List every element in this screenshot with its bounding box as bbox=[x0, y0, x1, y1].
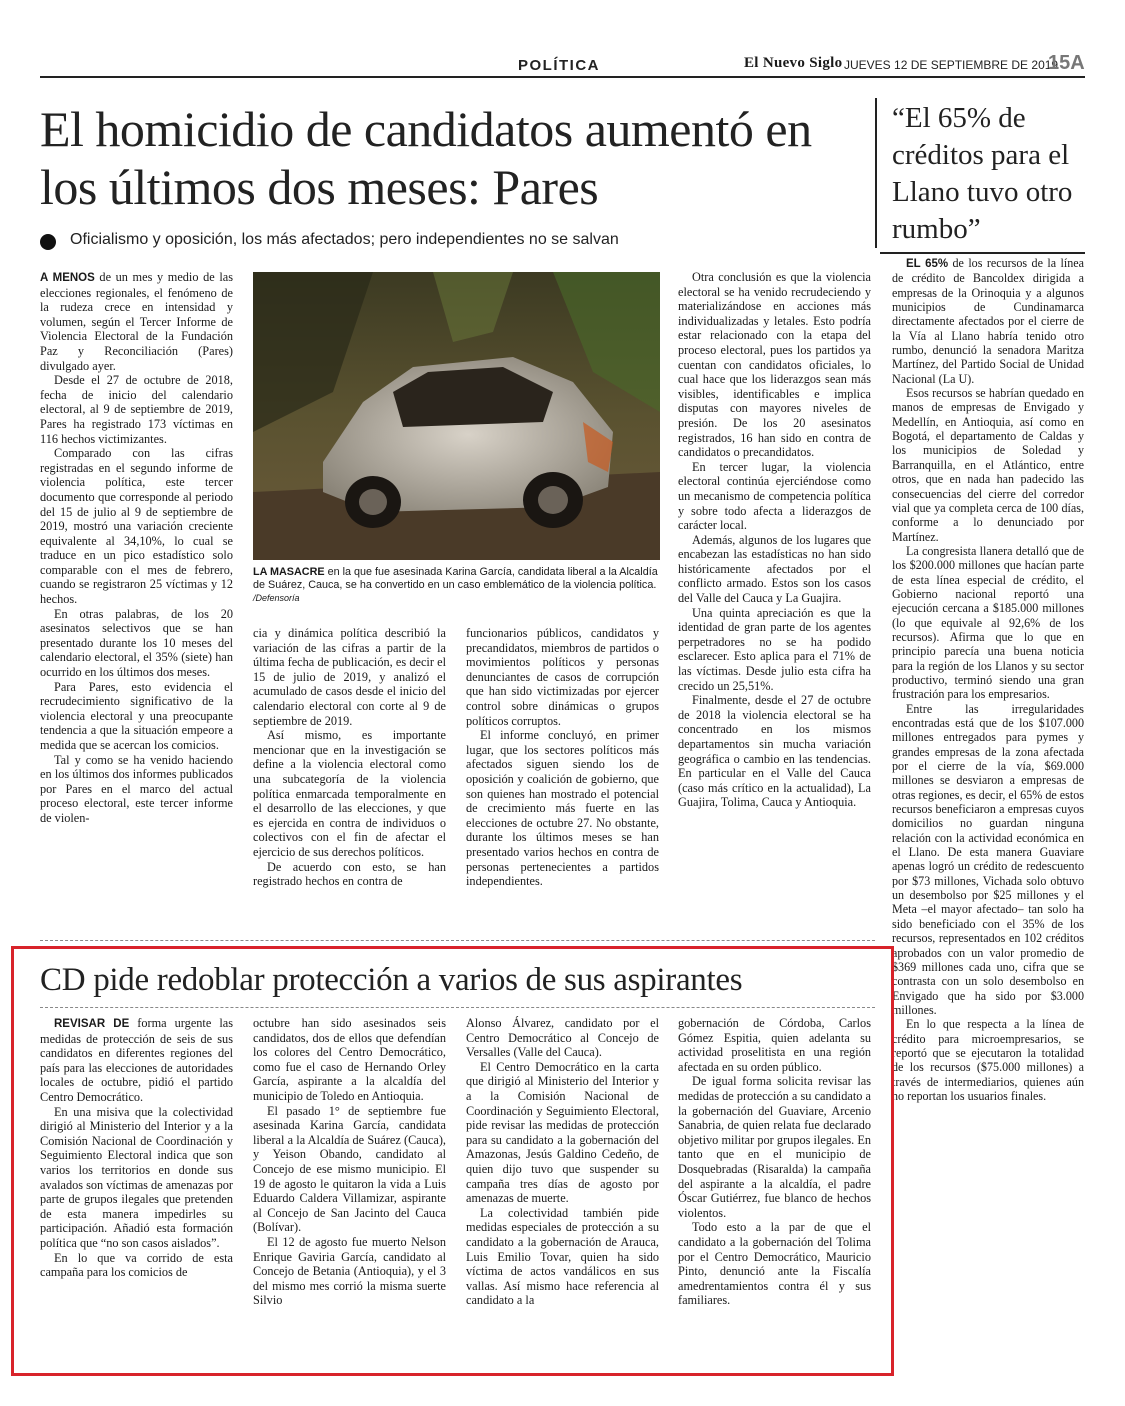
separator-rule bbox=[40, 940, 875, 941]
side-headline-rule bbox=[880, 252, 1085, 254]
box-headline-rule bbox=[40, 1007, 875, 1008]
paragraph: Alonso Álvarez, candidato por el Centro Democrático al Concejo de Versalles (Valle del Cauca). bbox=[466, 1016, 659, 1060]
main-subhead: Oficialismo y oposición, los más afectados; pero independientes no se salvan bbox=[70, 231, 619, 248]
main-column-2 bbox=[253, 626, 446, 889]
paragraph: Esos recursos se habrían quedado en manos de empresas de Envigado y Medellín, en Antioquia, así como en Bogotá, el departamento de Caldas y los municipios de Soledad y Barranquilla, en el Atlántico, entre otros, que en nada han padecido las consecuencias del cierre del corredor vial que ya completa cerca de 100 días, conforme a lo denunciado por Martínez. bbox=[892, 386, 1084, 544]
paragraph: Además, algunos de los lugares que encabezan las estadísticas no han sido históricamente afectados por el conflicto armado. Estos son los casos del Valle del Cauca y La Guajira. bbox=[678, 532, 871, 606]
main-headline: El homicidio de candidatos aumentó en los últimos dos meses: Pares bbox=[40, 101, 812, 215]
lead-in: REVISAR DE bbox=[54, 1018, 130, 1030]
burned-car-photo bbox=[253, 272, 660, 560]
main-column-4 bbox=[678, 270, 871, 810]
paragraph: El 12 de agosto fue muerto Nelson Enrique Gaviria García, candidato al Concejo de Betania (Antioquia), y el 3 del mismo mes corrió la misma suerte Silvio bbox=[253, 1234, 446, 1308]
lead-in: EL 65% bbox=[906, 258, 949, 270]
box-headline: CD pide redoblar protección a varios de sus aspirantes bbox=[40, 962, 743, 998]
paragraph: cia y dinámica política describió la variación de las cifras a partir de la última fecha de publicación, es decir el 15 de julio de 2019, y analizó el acumulado de casos desde el inicio del calendario electoral con corte al 9 de septiembre de 2019. bbox=[253, 626, 446, 728]
paragraph: El Centro Democrático en la carta que dirigió al Ministerio del Interior y a la Comisión Nacional de Coordinación y Seguimiento Electoral, pide revisar las medidas de protección para su candidato a la gobernación del Amazonas, Jesús Galdino Cedeño, de quien dijo tuvo que suspender su campaña tres días de agosto por amenazas de muerte. bbox=[466, 1059, 659, 1206]
side-divider bbox=[875, 98, 877, 248]
masthead-rule bbox=[40, 76, 1085, 78]
paragraph: Una quinta apreciación es que la identidad de gran parte de los agentes perpetradores no se ha podido esclarecer. Esto aplica para el 71% de las víctimas. Desde julio esta cifra ha crecido un 25,51%. bbox=[678, 605, 871, 693]
paragraph: La colectividad también pide medidas especiales de protección a su candidato a la gobernación de Arauca, Luis Emilio Tovar, quien ha sido víctima de actos vandálicos en sus vallas. Así mismo hace referencia al candidato a la bbox=[466, 1205, 659, 1308]
paragraph: En lo que respecta a la línea de crédito para microempresarios, se reportó que se ejecutaron la totalidad de los recursos ($75.000 millones) a través de intermediarios, quienes aún no reportan los usuarios finales. bbox=[892, 1017, 1084, 1103]
paragraph: Desde el 27 de octubre de 2018, fecha de inicio del calendario electoral, al 9 de septiembre de 2019, Pares ha registrado 173 víctimas en 116 hechos victimizantes. bbox=[40, 373, 233, 446]
paragraph: Así mismo, es importante mencionar que en la investigación se define a la violencia electoral como una subcategoría de la violencia política enmarcada temporalmente en el desarrollo de las elecciones, y que es ejercida en contra de individuos o colectivos con el fin de afectar el ejercicio de sus derechos políticos. bbox=[253, 728, 446, 859]
caption-lead: LA MASACRE bbox=[253, 566, 325, 578]
newspaper-name: El Nuevo Siglo bbox=[744, 55, 843, 71]
paragraph: En lo que va corrido de esta campaña para los comicios de bbox=[40, 1250, 233, 1280]
paragraph: funcionarios públicos, candidatos y precandidatos, miembros de partidos o movimientos políticos y personas denunciantes de casos de corrupción que han sido victimizadas por ejercer control sobre dinámicas o grupos políticos corruptos. bbox=[466, 626, 659, 728]
side-column bbox=[892, 256, 1084, 1103]
paragraph: Para Pares, esto evidencia el recrudecimiento significativo de la violencia electoral y una preocupante tendencia a que la situación empeore a medida que se acercan los comicios. bbox=[40, 679, 233, 752]
paragraph: El pasado 1° de septiembre fue asesinada Karina García, candidata liberal a la Alcaldía de Suárez (Cauca), y Yeison Obando, candidato al Concejo de ese mismo municipio. El 19 de agosto le quitaron la vida a Luis Eduardo Caldera Villamizar, aspirante al Concejo de San Jacinto del Cauca (Bolívar). bbox=[253, 1103, 446, 1235]
paragraph: Entre las irregularidades encontradas está que de los $107.000 millones entregados para pymes y grandes empresas de la zona afectada por el cierre de la vía, $69.000 millones se desviaron a empresas de otras regiones, es decir, el 65% de estos recursos beneficiaron a empresas cuyos domicilios no guardan ninguna relación con la actividad económica en el Llano. De esta manera Guaviare apenas logró un crédito de redescuento por $73 millones, Vichada solo obtuvo un desembolso por $25 millones y el Meta –el mayor afectado– tan solo ha sido beneficiado con el 35% de los recursos, representados en 102 créditos aprobados con un valor promedio de $369 millones cada uno, cifra que se contrasta con un solo desembolso en Envigado que ha sido por $3.000 millones. bbox=[892, 701, 1084, 1017]
paragraph: El informe concluyó, en primer lugar, que los sectores políticos más afectados siguen siendo los de oposición y coalición de gobierno, que son quienes han mostrado el potencial de crecimiento más fuerte en las elecciones de octubre 27. No obstante, durante los últimos meses se han presentado varios hechos en contra de personas pertenecientes a partidos independientes. bbox=[466, 728, 659, 889]
box-column-3 bbox=[466, 1016, 659, 1308]
paragraph: Tal y como se ha venido haciendo en los últimos dos informes publicados por Pares en el marco del actual proceso electoral, este tercer informe de violen- bbox=[40, 752, 233, 825]
main-column-1 bbox=[40, 270, 233, 826]
side-headline: “El 65% de créditos para el Llano tuvo otro rumbo” bbox=[892, 102, 1073, 245]
box-column-2 bbox=[253, 1016, 446, 1308]
paragraph: Todo esto a la par de que el candidato a la gobernación del Tolima por el Centro Democrático, Mauricio Pinto, denunció ante la Fiscalía amedrentamientos contra él y sus familiares. bbox=[678, 1220, 871, 1308]
paragraph: De acuerdo con esto, se han registrado hechos en contra de bbox=[253, 859, 446, 889]
paragraph: En una misiva que la colectividad dirigió al Ministerio del Interior y a la Comisión Nacional de Coordinación y Seguimiento Electoral indica que son varios los territorios en donde sus avalados son víctimas de amenazas por parte de grupos ilegales que pretenden de esta manera impedirles su participación. Añadió esta formación política que “no son casos aislados”. bbox=[40, 1104, 233, 1250]
paragraph: La congresista llanera detalló que de los $200.000 millones que hacían parte de esta línea especial de crédito, el Gobierno nacional reportó una ejecución cercana a $185.000 millones (lo que equivale al 92,6% de los recursos). Afirma que lo que en principio parecía una buena noticia para la región de los Llanos y su sector productivo, terminó siendo una gran frustración para los empresarios. bbox=[892, 543, 1084, 702]
photo-caption bbox=[253, 566, 663, 605]
main-column-3 bbox=[466, 626, 659, 889]
box-column-4 bbox=[678, 1016, 871, 1308]
paragraph: Comparado con las cifras registradas en el segundo informe de violencia política, este tercer documento que corresponde al periodo del 15 de julio al 9 de septiembre de 2019, mostró una variación creciente equivalente al 34,10%, lo cual se traduce en un pico estadístico solo comparable con el mes de febrero, cuando se registraron 25 víctimas y 12 hechos. bbox=[40, 446, 233, 607]
paragraph: En tercer lugar, la violencia electoral continúa ejerciéndose como un mecanismo de competencia política y sobre todo afecta a liderazgos de carácter local. bbox=[678, 459, 871, 533]
paragraph: En otras palabras, de los 20 asesinatos selectivos que se han presentado durante los 10 meses del calendario electoral, el 35% (siete) han ocurrido en los últimos dos meses. bbox=[40, 606, 233, 680]
caption-text: en la que fue asesinada Karina García, candidata liberal a la Alcaldía de Suárez, Cauca, se ha convertido en un caso emblemático de la violencia política. bbox=[253, 566, 658, 591]
issue-date: JUEVES 12 DE SEPTIEMBRE DE 2019 bbox=[844, 58, 1059, 72]
section-label: POLÍTICA bbox=[518, 57, 600, 74]
paragraph: gobernación de Córdoba, Carlos Gómez Espitia, quien adelanta su actividad proselitista en una región afectada en su orden público. bbox=[678, 1016, 871, 1074]
paragraph: octubre han sido asesinados seis candidatos, dos de ellos que defendían los colores del Centro Democrático, como fue el caso de Hernando Orley García, aspirante a la alcaldía del municipio de Toledo en Antioquia. bbox=[253, 1016, 446, 1103]
paragraph: Otra conclusión es que la violencia electoral se ha venido recrudeciendo y materializándose en acciones más individualizadas y letales. Esto podría estar relacionado con la etapa del proceso electoral, pues los partidos ya cuentan con candidatos oficiales, lo cual hace que los liderazgos sean más visibles, identificables e implica disputas con mayores niveles de presión. De los 20 asesinatos registrados, 16 han sido en contra de candidatos o precandidatos. bbox=[678, 270, 871, 460]
page-number: 15A bbox=[1048, 52, 1085, 74]
box-column-1 bbox=[40, 1016, 233, 1280]
lead-in: A MENOS bbox=[40, 272, 95, 284]
paragraph: de un mes y medio de las elecciones regionales, el fenómeno de la rudeza crece en intensidad y volumen, según el Tercer Informe de Violencia Electoral de la Fundación Paz y Reconciliación (Pares) divulgado ayer. bbox=[40, 270, 233, 373]
paragraph: de los recursos de la línea de crédito de Bancoldex dirigida a empresas de la Orinoquia y a algunos municipios de Cundinamarca directamente afectados por el cierre de la Vía al Llano habría tenido otro rumbo, denunció la senadora Maritza Martínez, del Partido Social de Unidad Nacional (La U). bbox=[892, 256, 1084, 386]
paragraph: forma urgente las medidas de protección de seis de sus candidatos en diferentes regiones del país para las elecciones de autoridades locales de octubre, pidió el partido Centro Democrático. bbox=[40, 1016, 233, 1104]
bullet-icon bbox=[40, 234, 56, 250]
photo-credit: /Defensoría bbox=[253, 593, 300, 603]
paragraph: Finalmente, desde el 27 de octubre de 2018 la violencia electoral se ha concentrado en los mismos departamentos sin mucha variación geográfica o cambio en las tendencias. En particular en el Valle del Cauca (caso más crítico en la actualidad), La Guajira, Tolima, Cauca y Antioquia. bbox=[678, 693, 871, 810]
paragraph: De igual forma solicita revisar las medidas de protección a su candidato a la gobernación del Guaviare, Arcenio Sanabria, de quien relata fue declarado objetivo militar por grupos ilegales. En tanto que en el municipio de Dosquebradas (Risaralda) la campaña del aspirante a la alcaldía, el padre Óscar Gutiérrez, fue blanco de hechos violentos. bbox=[678, 1074, 871, 1220]
